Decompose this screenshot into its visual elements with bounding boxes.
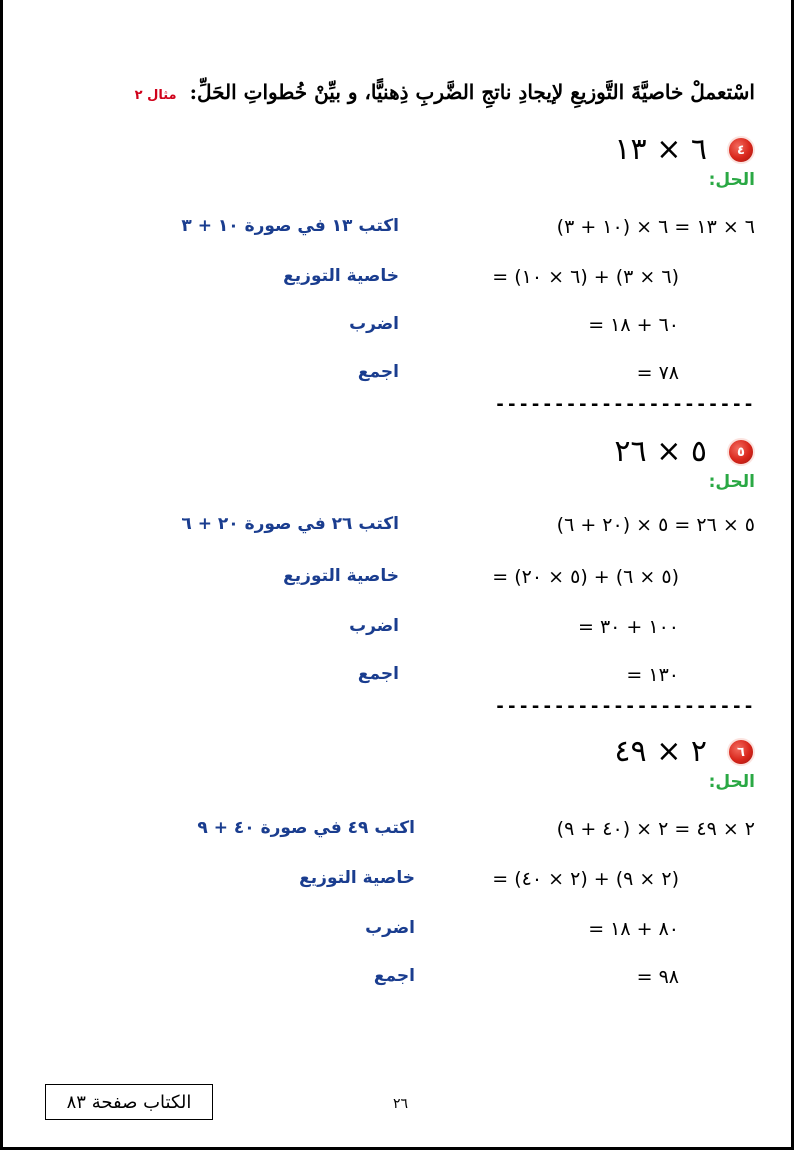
step-expression: = ٩٨ xyxy=(636,966,679,988)
step-expression: = (٥ × ٢٠) + (٥ × ٦) xyxy=(492,566,679,588)
step-expression: = (٢ × ٤٠) + (٢ × ٩) xyxy=(492,868,679,890)
book-reference-box: الكتاب صفحة ٨٣ xyxy=(45,1084,213,1120)
step-note: خاصية التوزيع xyxy=(283,266,399,286)
section-separator: ---------------------- xyxy=(494,696,755,717)
step-expression: = ٧٨ xyxy=(636,362,679,384)
step-note: اضرب xyxy=(349,314,399,334)
solution-label: الحل: xyxy=(708,170,755,190)
section-separator: ---------------------- xyxy=(494,394,755,415)
example-reference: مثال ٢ xyxy=(134,88,177,103)
instruction-text: اسْتعملْ خاصيَّةَ التَّوزيعِ لإيجادِ ناتجِ الضَّربِ ذِهنيًّا، و بيِّنْ خُطواتِ الحَلِّ: xyxy=(189,80,755,104)
step-note: اكتب ٢٦ في صورة ٢٠ + ٦ xyxy=(181,514,399,534)
solution-label: الحل: xyxy=(708,772,755,792)
problem-number-badge: ٥ xyxy=(727,438,755,466)
step-note: اجمع xyxy=(373,966,415,986)
step-note: خاصية التوزيع xyxy=(299,868,415,888)
step-expression: = ١٠٠ + ٣٠ xyxy=(577,616,679,638)
step-note: خاصية التوزيع xyxy=(283,566,399,586)
problem-number-badge: ٤ xyxy=(727,136,755,164)
step-note: اجمع xyxy=(357,664,399,684)
step-expression: = ١٣٠ xyxy=(626,664,679,686)
step-expression: ٦ × ١٣ = ٦ × (١٠ + ٣) xyxy=(556,216,755,238)
step-expression: ٢ × ٤٩ = ٢ × (٤٠ + ٩) xyxy=(556,818,755,840)
solution-label: الحل: xyxy=(708,472,755,492)
problem-expression: ٥ × ٢٦ xyxy=(614,434,707,469)
problem-number-badge: ٦ xyxy=(727,738,755,766)
step-note: اجمع xyxy=(357,362,399,382)
step-note: اكتب ١٣ في صورة ١٠ + ٣ xyxy=(181,216,399,236)
step-expression: = (٦ × ١٠) + (٦ × ٣) xyxy=(492,266,679,288)
page-number: ٢٦ xyxy=(393,1096,409,1112)
problem-expression: ٦ × ١٣ xyxy=(614,132,707,167)
step-note: اضرب xyxy=(349,616,399,636)
step-expression: = ٨٠ + ١٨ xyxy=(588,918,679,940)
step-note: اضرب xyxy=(365,918,415,938)
problem-expression: ٢ × ٤٩ xyxy=(614,734,707,769)
instruction-line xyxy=(135,80,755,104)
step-expression: = ٦٠ + ١٨ xyxy=(588,314,679,336)
step-note: اكتب ٤٩ في صورة ٤٠ + ٩ xyxy=(197,818,415,838)
step-expression: ٥ × ٢٦ = ٥ × (٢٠ + ٦) xyxy=(556,514,755,536)
